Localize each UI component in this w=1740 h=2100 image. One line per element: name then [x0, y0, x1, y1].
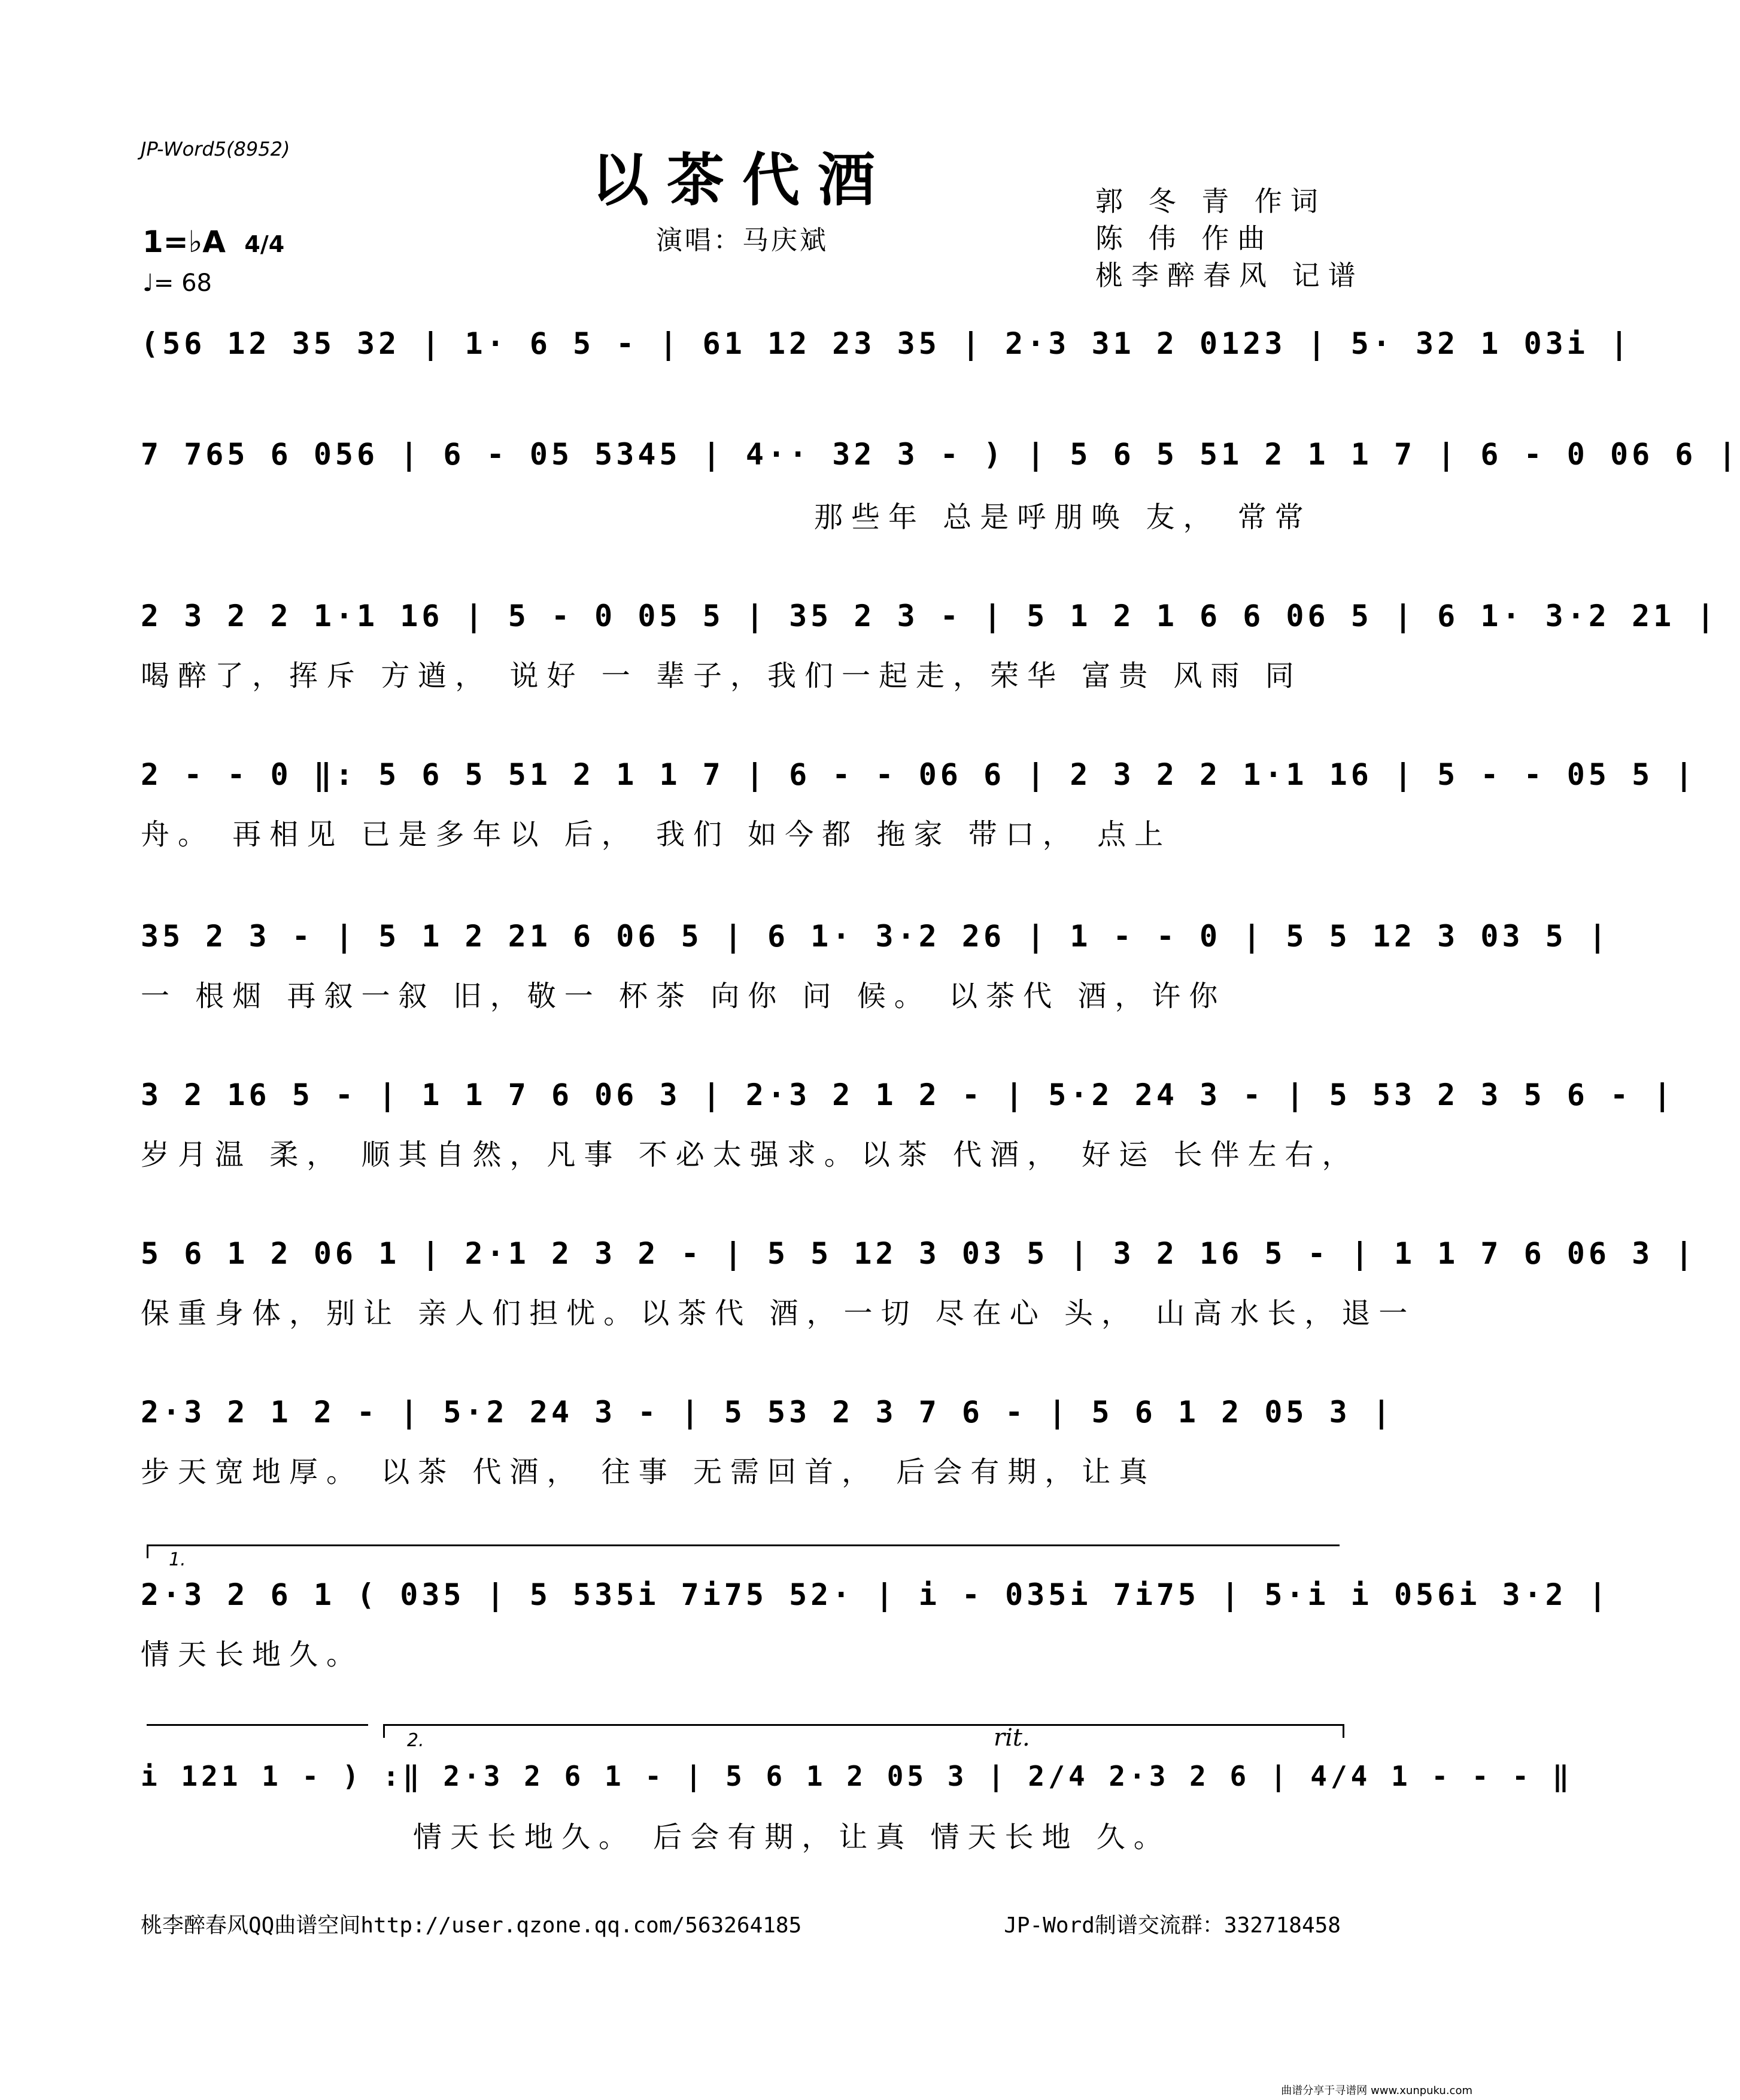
lyric-line: 保重身体，别让 亲人们担忧。以茶代 酒，一切 尽在心 头， 山高水长，退一	[141, 1297, 1416, 1330]
notation-line: 7 765 6 056 | 6 - 05 5345 | 4·· 32 3 - ) | 5 6 5 51 2 1 1 7 | 6 - 0 06 6 |	[141, 437, 1740, 472]
volta-bracket-1	[147, 1544, 1340, 1558]
watermark-text: 曲谱分享于寻谱网 www.xunpuku.com	[1281, 2084, 1472, 2097]
ritardando-marking: rit.	[994, 1724, 1030, 1752]
notation-line: 2 3 2 2 1·1 16 | 5 - 0 05 5 | 35 2 3 - | 5 1 2 1 6 6 06 5 | 6 1· 3·2 21 |	[141, 599, 1718, 633]
lyric-line: 一 根烟 再叙一叙 旧，敬一 杯茶 向你 问 候。 以茶代 酒，许你	[141, 979, 1226, 1013]
lyricist-credit: 郭 冬 青 作词	[1095, 185, 1326, 217]
volta-bracket-top	[147, 1724, 368, 1738]
tempo-marking: ♩= 68	[142, 269, 212, 297]
notation-line: 5 6 1 2 06 1 | 2·1 2 3 2 - | 5 5 12 3 03 5 | 3 2 16 5 - | 1 1 7 6 06 3 |	[141, 1236, 1697, 1271]
footer-left: 桃李醉春风QQ曲谱空间http://user.qzone.qq.com/563264185	[141, 1913, 802, 1938]
notation-line: 2·3 2 6 1 ( 035 | 5 535i 7i75 52· | i - 035i 7i75 | 5·i i 056i 3·2 |	[141, 1577, 1610, 1612]
notation-line: 35 2 3 - | 5 1 2 21 6 06 5 | 6 1· 3·2 26 | 1 - - 0 | 5 5 12 3 03 5 |	[141, 919, 1610, 954]
notation-line: i 121 1 - ) :‖ 2·3 2 6 1 - | 5 6 1 2 05 3 | 2/4 2·3 2 6 | 4/4 1 - - - ‖	[141, 1760, 1573, 1792]
notation-line: (56 12 35 32 | 1· 6 5 - | 61 12 23 35 | 2·3 31 2 0123 | 5· 32 1 03i |	[141, 326, 1632, 361]
singer-credit: 演唱：马庆斌	[656, 225, 828, 256]
time-signature: 4/4	[244, 231, 285, 257]
key-label: 1=♭A	[142, 224, 226, 259]
lyric-line: 步天宽地厚。 以茶 代酒， 往事 无需回首， 后会有期，让真	[141, 1455, 1156, 1489]
lyric-line: 那些年 总是呼朋唤 友， 常常	[814, 500, 1312, 534]
lyric-line: 舟。 再相见 已是多年以 后， 我们 如今都 拖家 带口， 点上	[141, 818, 1172, 851]
notation-line: 2·3 2 1 2 - | 5·2 24 3 - | 5 53 2 3 7 6 - | 5 6 1 2 05 3 |	[141, 1395, 1394, 1430]
volta-label-1: 1.	[169, 1549, 186, 1570]
footer-right: JP-Word制谱交流群：332718458	[1004, 1913, 1341, 1938]
volta-label-2: 2.	[407, 1730, 424, 1751]
lyric-line: 情天长地久。 后会有期，让真 情天长地 久。	[413, 1820, 1171, 1854]
software-label: JP-Word5(8952)	[141, 138, 290, 160]
volta-bracket-2	[383, 1724, 1344, 1738]
page-title: 以茶代酒	[591, 146, 893, 214]
lyric-line: 岁月温 柔， 顺其自然，凡事 不必太强求。以茶 代酒， 好运 长伴左右，	[141, 1138, 1359, 1172]
transcriber-credit: 桃李醉春风 记谱	[1095, 259, 1364, 292]
notation-line: 3 2 16 5 - | 1 1 7 6 06 3 | 2·3 2 1 2 - | 5·2 24 3 - | 5 53 2 3 5 6 - |	[141, 1078, 1675, 1112]
notation-line: 2 - - 0 ‖: 5 6 5 51 2 1 1 7 | 6 - - 06 6 | 2 3 2 2 1·1 16 | 5 - - 05 5 |	[141, 757, 1697, 792]
composer-credit: 陈 伟 作曲	[1095, 222, 1274, 254]
key-signature	[142, 224, 284, 259]
lyric-line: 喝醉了，挥斥 方遒， 说好 一 辈子，我们一起走，荣华 富贵 风雨 同	[141, 659, 1302, 693]
lyric-line: 情天长地久。	[141, 1638, 364, 1671]
